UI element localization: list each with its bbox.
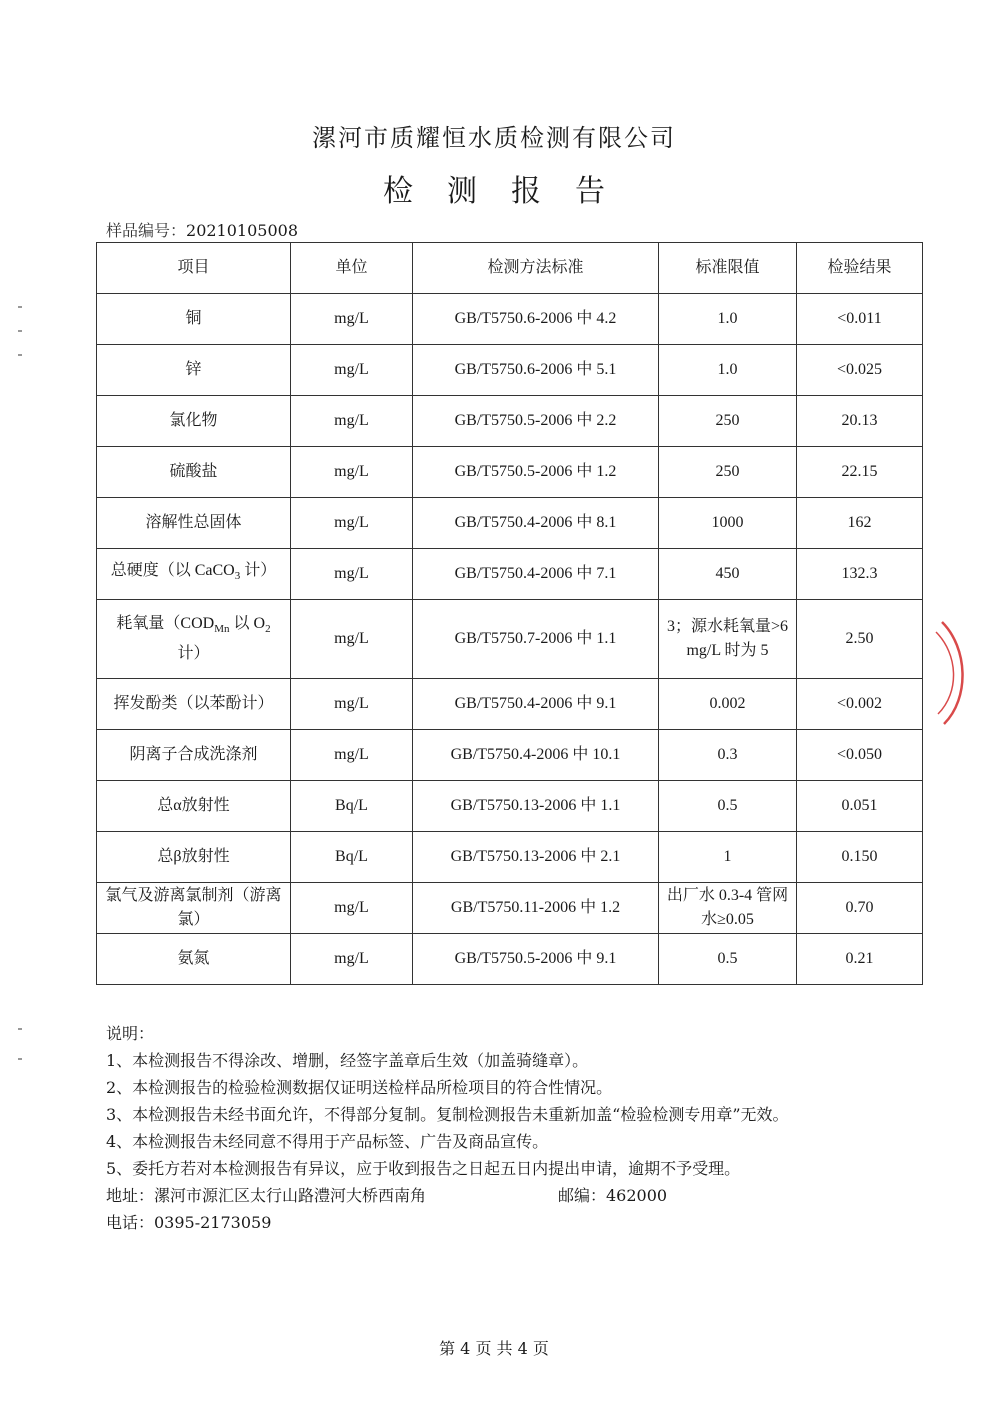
cell-method: GB/T5750.4-2006 中 9.1 — [413, 679, 659, 730]
table-row — [97, 447, 923, 498]
cell-unit: mg/L — [291, 730, 413, 781]
cell-result: <0.002 — [797, 679, 923, 730]
cell-item: 阴离子合成洗涤剂 — [97, 730, 291, 781]
cell-item: 总α放射性 — [97, 781, 291, 832]
table-row — [97, 345, 923, 396]
note-item: 3、本检测报告未经书面允许，不得部分复制。复制检测报告未重新加盖“检验检测专用章”无效。 — [106, 1105, 789, 1124]
scan-mark — [18, 1058, 22, 1060]
cell-unit: mg/L — [291, 447, 413, 498]
postcode: 邮编：462000 — [558, 1186, 668, 1205]
cell-method: GB/T5750.13-2006 中 2.1 — [413, 832, 659, 883]
table-row — [97, 294, 923, 345]
scan-mark — [18, 306, 22, 308]
cell-result: 132.3 — [797, 549, 923, 600]
cell-method: GB/T5750.7-2006 中 1.1 — [413, 600, 659, 679]
table-header-row — [97, 243, 923, 294]
cell-result: 0.70 — [797, 883, 923, 934]
header-result: 检验结果 — [797, 243, 923, 294]
cell-item — [97, 549, 291, 600]
cell-limit: 1.0 — [659, 294, 797, 345]
table-row — [97, 730, 923, 781]
cell-method: GB/T5750.4-2006 中 10.1 — [413, 730, 659, 781]
cell-method: GB/T5750.5-2006 中 1.2 — [413, 447, 659, 498]
cell-unit: mg/L — [291, 294, 413, 345]
table-row — [97, 600, 923, 679]
cell-unit: mg/L — [291, 600, 413, 679]
cell-limit: 250 — [659, 447, 797, 498]
cell-method: GB/T5750.4-2006 中 8.1 — [413, 498, 659, 549]
cell-result: <0.011 — [797, 294, 923, 345]
cell-item: 铜 — [97, 294, 291, 345]
scan-mark — [18, 354, 22, 356]
cell-item-text-end: 计） — [240, 562, 277, 580]
address-row — [106, 1182, 906, 1209]
cell-result: 20.13 — [797, 396, 923, 447]
cell-item: 溶解性总固体 — [97, 498, 291, 549]
phone: 电话：0395-2173059 — [106, 1213, 272, 1232]
table-row — [97, 781, 923, 832]
cell-item-text: 总硬度（以 CaCO — [110, 562, 235, 580]
cell-item-text-mid: 以 O — [229, 615, 266, 633]
header-limit: 标准限值 — [659, 243, 797, 294]
header-unit: 单位 — [291, 243, 413, 294]
cell-result: 22.15 — [797, 447, 923, 498]
cell-method: GB/T5750.5-2006 中 9.1 — [413, 934, 659, 985]
cell-result: 0.150 — [797, 832, 923, 883]
report-title: 检测报告 — [383, 174, 639, 209]
note-item: 1、本检测报告不得涂改、增删，经签字盖章后生效（加盖骑缝章）。 — [106, 1051, 589, 1070]
cell-item-subscript-2: 2 — [265, 623, 271, 636]
table-row — [97, 396, 923, 447]
cell-unit: mg/L — [291, 934, 413, 985]
sample-number-value: 20210105008 — [186, 221, 298, 240]
cell-item — [97, 600, 291, 679]
sample-number-label: 样品编号： — [106, 221, 187, 240]
cell-method: GB/T5750.11-2006 中 1.2 — [413, 883, 659, 934]
table-row — [97, 498, 923, 549]
cell-item-subscript: 3 — [234, 570, 241, 583]
cell-unit: Bq/L — [291, 781, 413, 832]
cell-item: 氯气及游离氯制剂（游离氯） — [97, 883, 291, 934]
seal-stamp-edge — [934, 618, 974, 728]
cell-result: 0.051 — [797, 781, 923, 832]
header-item: 项目 — [97, 243, 291, 294]
cell-result: <0.050 — [797, 730, 923, 781]
cell-limit: 0.3 — [659, 730, 797, 781]
cell-item-subscript: Mn — [214, 623, 230, 636]
table-row — [97, 679, 923, 730]
note-item: 2、本检测报告的检验检测数据仅证明送检样品所检项目的符合性情况。 — [106, 1078, 613, 1097]
cell-unit: mg/L — [291, 679, 413, 730]
cell-unit: mg/L — [291, 498, 413, 549]
cell-method: GB/T5750.6-2006 中 4.2 — [413, 294, 659, 345]
cell-item: 硫酸盐 — [97, 447, 291, 498]
note-item: 4、本检测报告未经同意不得用于产品标签、广告及商品宣传。 — [106, 1132, 549, 1151]
cell-method: GB/T5750.13-2006 中 1.1 — [413, 781, 659, 832]
cell-result: 0.21 — [797, 934, 923, 985]
table-row — [97, 549, 923, 600]
table-row — [97, 934, 923, 985]
notes-heading: 说明： — [106, 1024, 155, 1043]
cell-limit: 0.5 — [659, 781, 797, 832]
cell-limit: 250 — [659, 396, 797, 447]
scan-mark — [18, 1028, 22, 1030]
cell-item: 氨氮 — [97, 934, 291, 985]
note-item: 5、委托方若对本检测报告有异议，应于收到报告之日起五日内提出申请，逾期不予受理。 — [106, 1159, 741, 1178]
page-number: 第 4 页 共 4 页 — [439, 1339, 549, 1358]
table-row — [97, 883, 923, 934]
cell-limit: 出厂水 0.3-4 管网水≥0.05 — [659, 883, 797, 934]
address: 地址：漯河市源汇区太行山路澧河大桥西南角 — [106, 1186, 427, 1205]
cell-item-text: 耗氧量（COD — [116, 615, 215, 633]
results-table — [96, 242, 923, 985]
scan-mark — [18, 330, 22, 332]
cell-item: 总β放射性 — [97, 832, 291, 883]
cell-method: GB/T5750.5-2006 中 2.2 — [413, 396, 659, 447]
cell-limit: 450 — [659, 549, 797, 600]
cell-result: 162 — [797, 498, 923, 549]
cell-limit: 1000 — [659, 498, 797, 549]
cell-limit: 3；源水耗氧量>6 mg/L 时为 5 — [659, 600, 797, 679]
cell-item-text-end: 计） — [177, 644, 210, 662]
cell-unit: Bq/L — [291, 832, 413, 883]
cell-method: GB/T5750.6-2006 中 5.1 — [413, 345, 659, 396]
cell-limit: 1 — [659, 832, 797, 883]
sample-number — [106, 218, 298, 241]
notes-section — [106, 1020, 906, 1236]
cell-limit: 1.0 — [659, 345, 797, 396]
cell-method: GB/T5750.4-2006 中 7.1 — [413, 549, 659, 600]
table-row — [97, 832, 923, 883]
cell-unit: mg/L — [291, 883, 413, 934]
cell-unit: mg/L — [291, 549, 413, 600]
cell-item: 氯化物 — [97, 396, 291, 447]
cell-result: 2.50 — [797, 600, 923, 679]
cell-limit: 0.5 — [659, 934, 797, 985]
company-name: 漯河市质耀恒水质检测有限公司 — [312, 124, 676, 152]
cell-unit: mg/L — [291, 396, 413, 447]
header-method: 检测方法标准 — [413, 243, 659, 294]
cell-result: <0.025 — [797, 345, 923, 396]
cell-item: 锌 — [97, 345, 291, 396]
cell-item: 挥发酚类（以苯酚计） — [97, 679, 291, 730]
cell-unit: mg/L — [291, 345, 413, 396]
cell-limit: 0.002 — [659, 679, 797, 730]
